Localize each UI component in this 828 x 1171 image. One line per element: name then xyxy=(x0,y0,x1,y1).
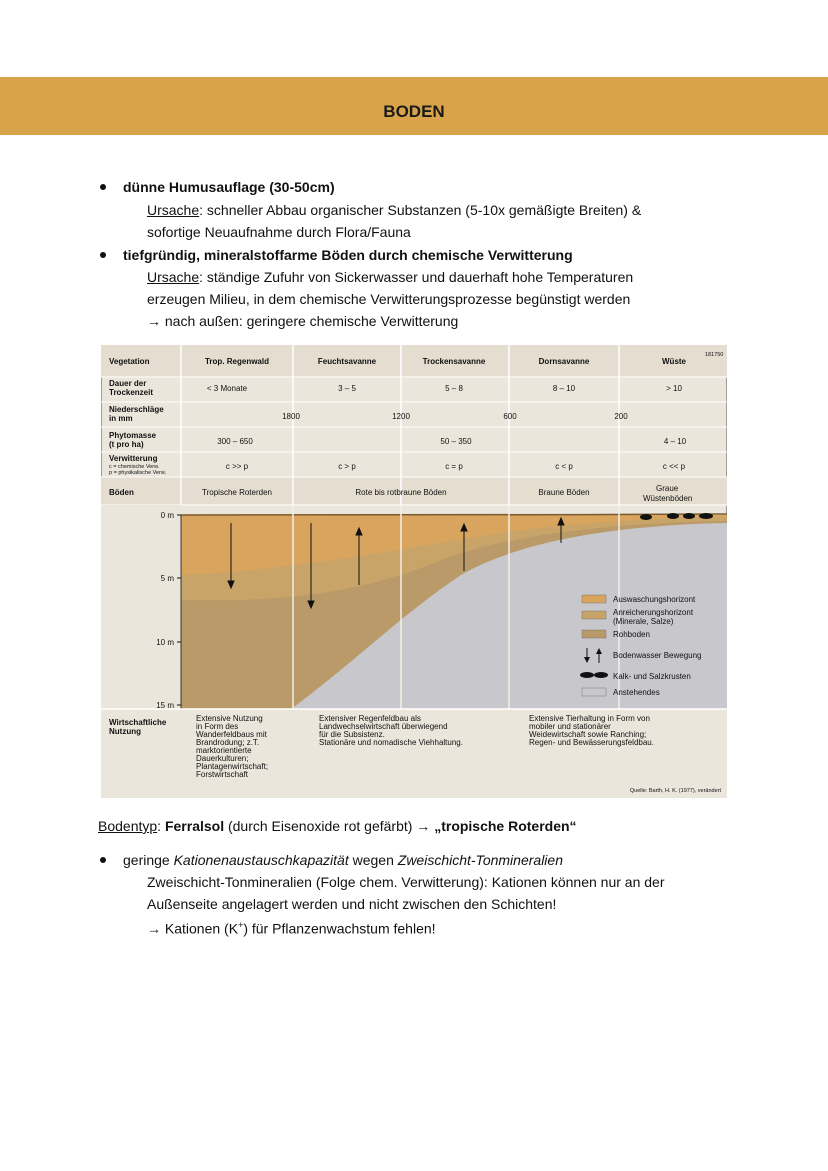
economy-text: Forstwirtschaft xyxy=(196,770,249,779)
dry-season-value: 3 – 5 xyxy=(338,384,356,393)
economy-text: Wanderfeldbaus mit xyxy=(196,730,267,739)
figure-code: 181750 xyxy=(705,352,724,358)
vegetation-label: Dornsavanne xyxy=(538,357,590,366)
row-label-weathering: Verwitterung xyxy=(109,454,158,463)
row-label-precipitation: Niederschläge xyxy=(109,405,164,414)
row-label-dry-season: Dauer der xyxy=(109,379,147,388)
bullet-heading: dünne Humusauflage (30-50cm) xyxy=(123,179,335,195)
legend-label: Kalk- und Salzkrusten xyxy=(613,672,691,681)
soil-type-name: Ferralsol xyxy=(164,818,225,834)
row-label-weathering-note: p = physikalische Verw. xyxy=(109,470,167,476)
depth-label: 0 m xyxy=(160,511,174,520)
legend-label: Anstehendes xyxy=(613,688,660,697)
crust-mark xyxy=(683,513,695,519)
legend-swatch-eluvial xyxy=(582,595,606,603)
legend-label: Auswaschungshorizont xyxy=(613,595,696,604)
crust-mark xyxy=(699,513,713,519)
economy-text: Extensiver Regenfeldbau als xyxy=(319,714,421,723)
cause-text: erzeugen Milieu, in dem chemische Verwitterungsprozesse begünstigt werden xyxy=(147,291,631,307)
row-label-vegetation: Vegetation xyxy=(109,357,150,366)
legend-label: Bodenwasser Bewegung xyxy=(613,651,702,660)
row-label-precipitation: in mm xyxy=(109,414,133,423)
cause-text: → nach außen: geringere chemische Verwitterung xyxy=(147,313,459,329)
vegetation-label: Trop. Regenwald xyxy=(204,357,270,366)
economy-text: mobiler und stationärer xyxy=(529,722,611,731)
bullet-heading: geringe Kationenaustauschkapazität wegen Zweischicht-Tonmineralien xyxy=(123,852,563,868)
row-label-weathering-note: c = chemische Verw. xyxy=(109,464,160,470)
weathering-value: c > p xyxy=(338,462,356,471)
row-label-dry-season: Trockenzeit xyxy=(109,388,154,397)
dry-season-value: 8 – 10 xyxy=(552,384,576,393)
soil-type-label: Rote bis rotbraune Böden xyxy=(355,488,447,497)
economy-text: Plantagenwirtschaft; xyxy=(196,762,269,771)
legend-label: Rohboden xyxy=(613,630,650,639)
dry-season-value: > 10 xyxy=(666,384,682,393)
legend-swatch-illuvial xyxy=(582,611,606,619)
explanation-text: Zweischicht-Tonmineralien (Folge chem. Verwitterung): Kationen können nur an der xyxy=(147,874,665,890)
row-label-soils: Böden xyxy=(109,488,134,497)
soil-type-label: Graue xyxy=(656,484,679,493)
row-label-phytomass: (t pro ha) xyxy=(109,440,144,449)
soil-type-line: Bodentyp: Ferralsol (durch Eisenoxide rot gefärbt) → „tropische Roterden“ xyxy=(98,818,577,834)
vegetation-label: Trockensavanne xyxy=(422,357,486,366)
precipitation-value: 1800 xyxy=(282,412,300,421)
cause-text: sofortige Neuaufnahme durch Flora/Fauna xyxy=(147,224,411,240)
row-label-economy: Wirtschaftliche xyxy=(109,718,167,727)
cause-text: Ursache: schneller Abbau organischer Substanzen (5-10x gemäßigte Breiten) & xyxy=(147,202,642,218)
weathering-value: c < p xyxy=(555,462,573,471)
bullet-dot xyxy=(100,252,106,258)
cause-label: Ursache xyxy=(147,202,200,218)
phytomass-value: 300 – 650 xyxy=(217,437,253,446)
vegetation-label: Wüste xyxy=(662,357,686,366)
economy-text: Regen- und Bewässerungsfeldbau. xyxy=(529,738,654,747)
economy-text: marktorientierte xyxy=(196,746,252,755)
bullet-heading: tiefgründig, mineralstoffarme Böden durch chemische Verwitterung xyxy=(123,247,573,263)
page-title: BODEN xyxy=(383,102,445,121)
legend-label: Anreicherungshorizont xyxy=(613,608,694,617)
explanation-text: Außenseite angelagert werden und nicht zwischen den Schichten! xyxy=(147,896,557,912)
soil-type-label: Wüstenböden xyxy=(643,494,693,503)
economy-text: Dauerkulturen; xyxy=(196,754,249,763)
figure-header-row xyxy=(101,345,727,377)
economy-text: Weidewirtschaft sowie Ranching; xyxy=(529,730,647,739)
legend-swatch-bedrock xyxy=(582,688,606,696)
precipitation-value: 600 xyxy=(503,412,517,421)
precipitation-value: 1200 xyxy=(392,412,410,421)
explanation-text: → Kationen (K+) für Pflanzenwachstum fehlen! xyxy=(147,920,436,937)
precipitation-value: 200 xyxy=(614,412,628,421)
cause-text: Ursache: ständige Zufuhr von Sickerwasser und dauerhaft hohe Temperaturen xyxy=(147,269,634,285)
soil-profile-figure xyxy=(101,345,727,798)
weathering-value: c = p xyxy=(445,462,463,471)
weathering-value: c >> p xyxy=(225,462,249,471)
soil-type-label: Braune Böden xyxy=(538,488,590,497)
soil-type-label: Bodentyp xyxy=(98,818,158,834)
economy-text: Brandrodung; z.T. xyxy=(196,738,260,747)
bullet-dot xyxy=(100,184,106,190)
economy-text: Extensive Tierhaltung in Form von xyxy=(529,714,650,723)
depth-label: 15 m xyxy=(156,701,174,710)
depth-label: 5 m xyxy=(160,574,174,583)
weathering-value: c << p xyxy=(662,462,686,471)
row-label-phytomass: Phytomasse xyxy=(109,431,157,440)
depth-axis-strip xyxy=(101,505,181,709)
legend-label: (Minerale, Salze) xyxy=(613,617,674,626)
figure-source: Quelle: Barth, H. K. (1977), verändert xyxy=(629,788,721,794)
economy-text: für die Subsistenz. xyxy=(319,730,385,739)
vegetation-label: Feuchtsavanne xyxy=(317,357,377,366)
soil-type-quote: „tropische Roterden“ xyxy=(434,818,577,834)
economy-text: Stationäre und nomadische Viehhaltung. xyxy=(319,738,463,747)
dry-season-value: 5 – 8 xyxy=(445,384,463,393)
economy-text: Landwechselwirtschaft überwiegend xyxy=(319,722,448,731)
phytomass-value: 4 – 10 xyxy=(663,437,687,446)
row-label-economy: Nutzung xyxy=(109,727,141,736)
crust-mark xyxy=(640,514,652,520)
phytomass-value: 50 – 350 xyxy=(440,437,472,446)
depth-label: 10 m xyxy=(156,638,174,647)
bullet-dot xyxy=(100,857,106,863)
dry-season-value: < 3 Monate xyxy=(206,384,248,393)
cause-label: Ursache xyxy=(147,269,200,285)
soil-type-label: Tropische Roterden xyxy=(202,488,272,497)
legend-swatch-raw-soil xyxy=(582,630,606,638)
crust-mark xyxy=(667,513,679,519)
economy-text: Extensive Nutzung xyxy=(196,714,263,723)
economy-text: in Form des xyxy=(196,722,239,731)
